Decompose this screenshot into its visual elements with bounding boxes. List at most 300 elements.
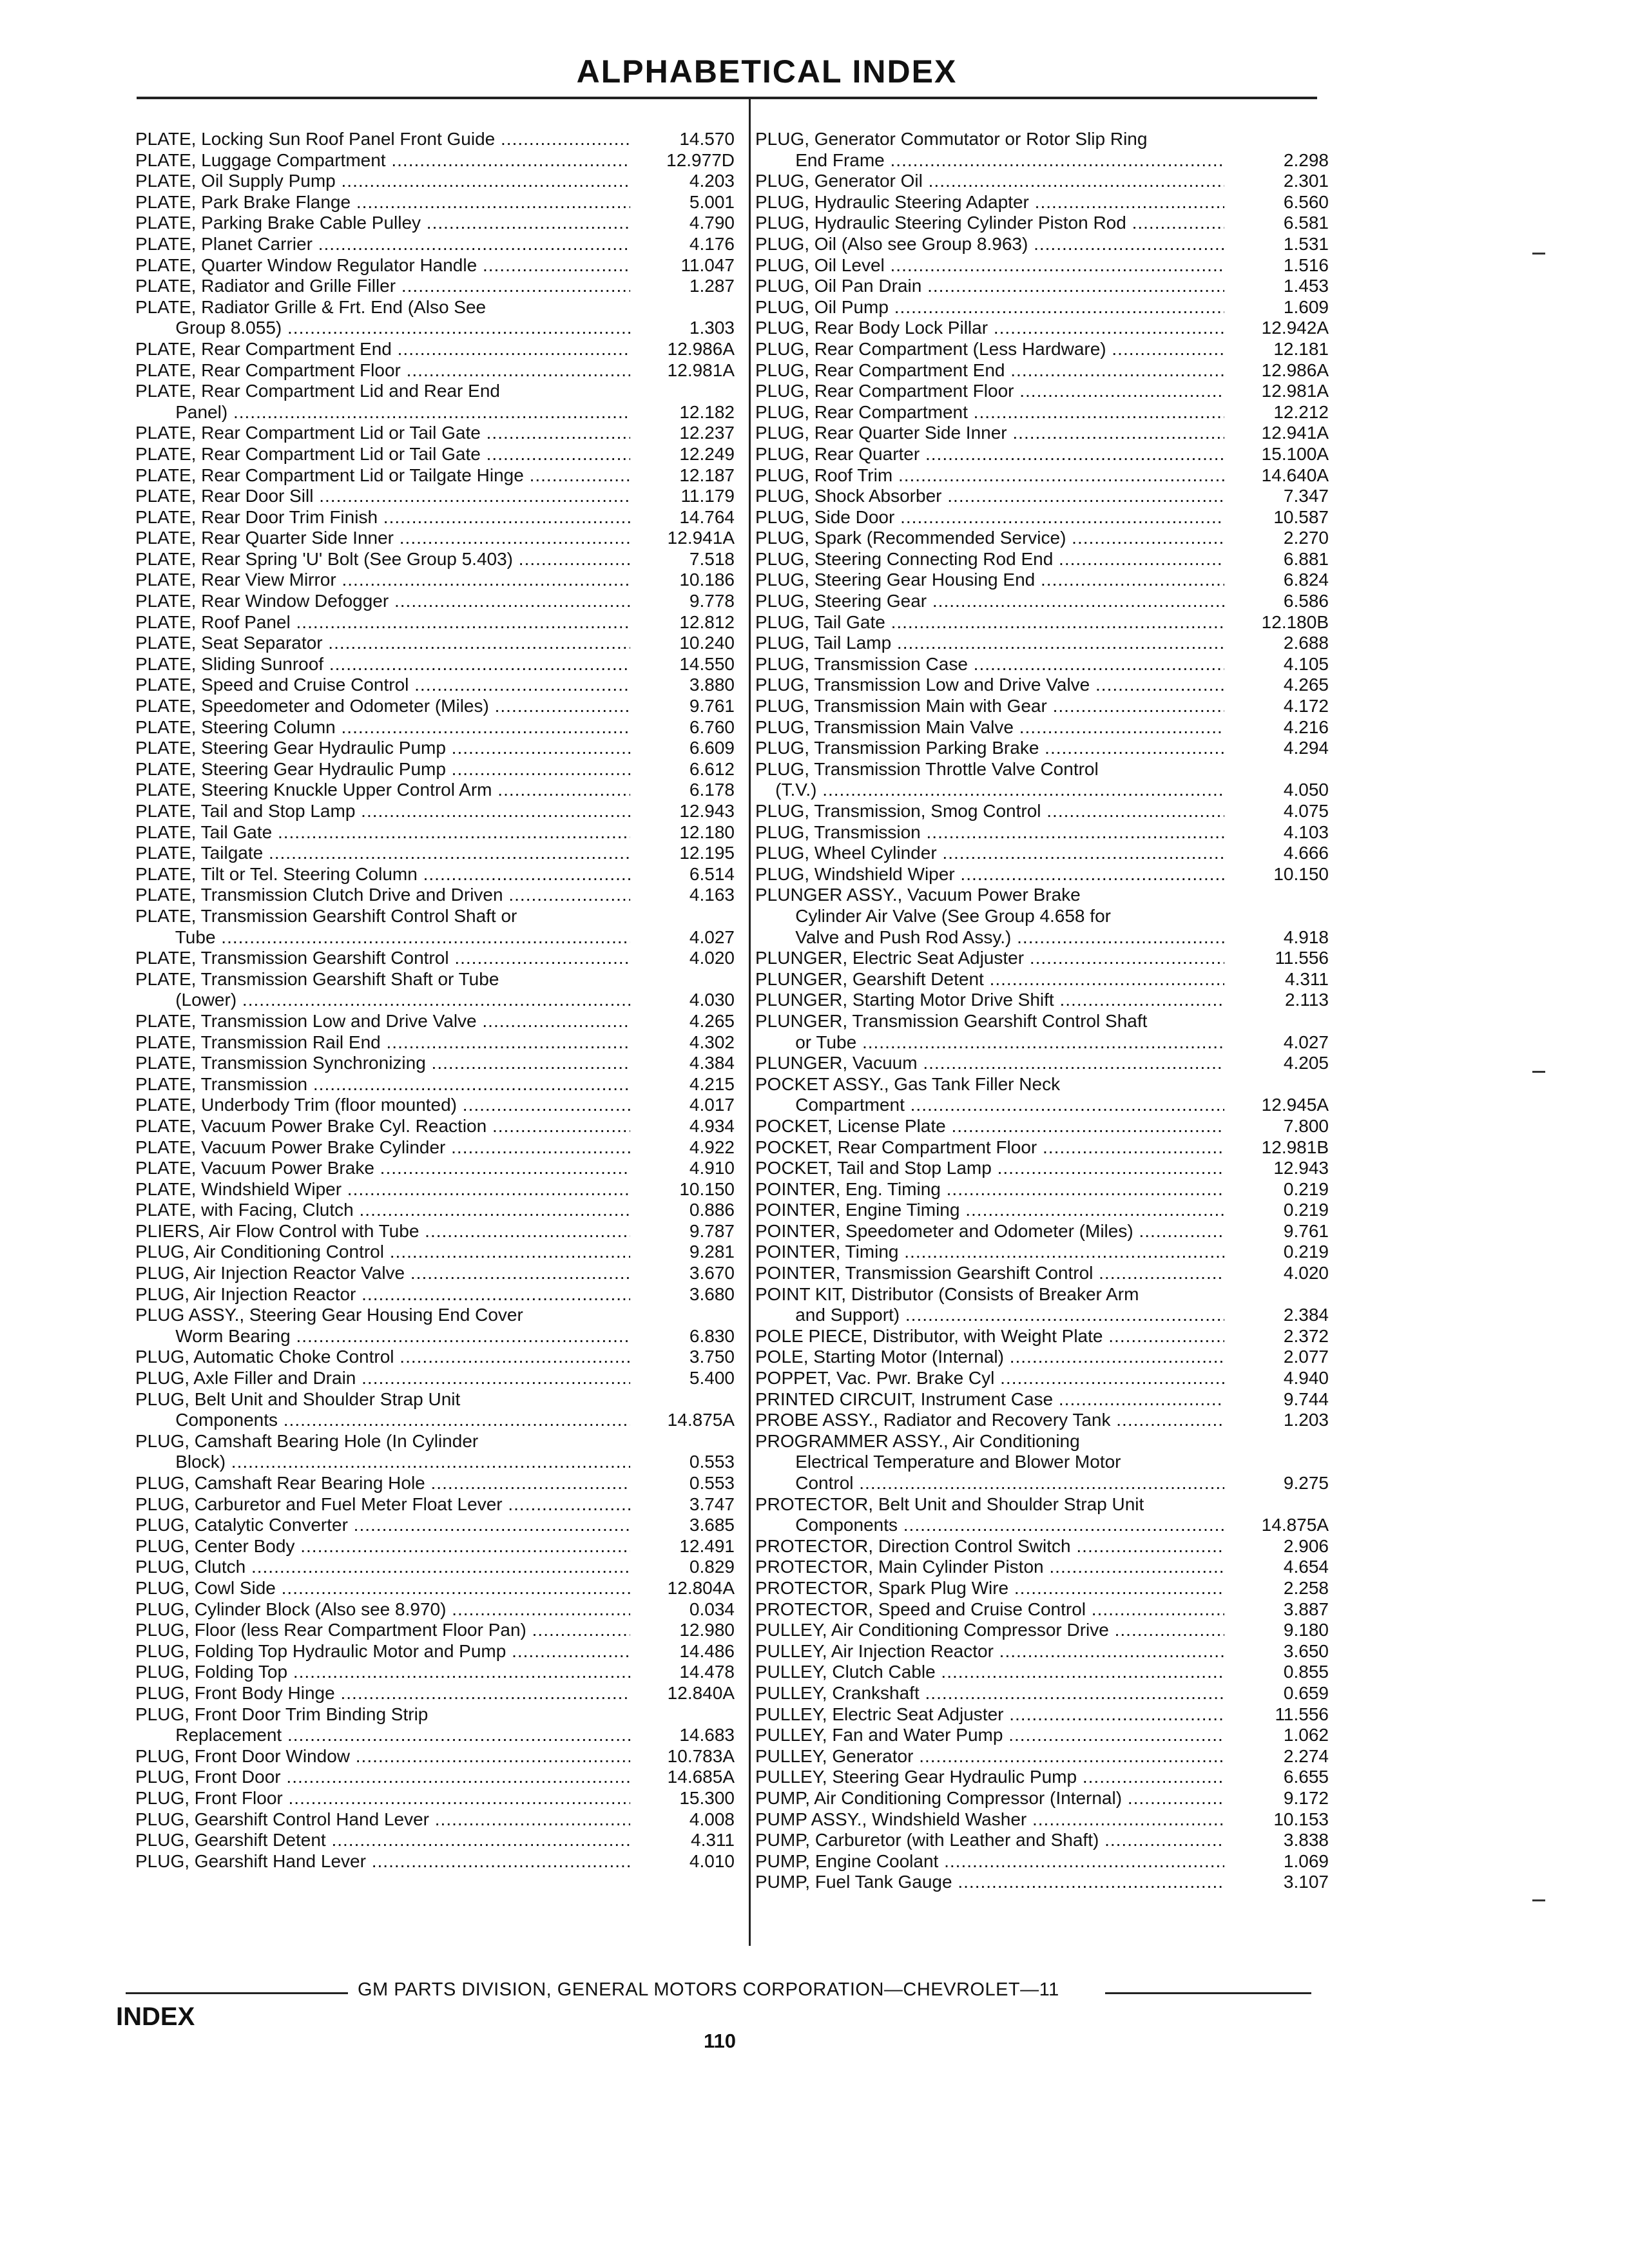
entry-page-reference: 11.047: [680, 255, 735, 275]
entry-label: PLATE, Transmission Gearshift Shaft or Tube: [135, 968, 499, 989]
entry-page-reference: 9.778: [689, 591, 735, 611]
entry-label: PLUG, Front Floor .....: [135, 1788, 630, 1809]
index-entry: [755, 528, 1329, 549]
entry-page-reference: 4.172: [1283, 696, 1329, 716]
entry-page-reference: 1.516: [1283, 255, 1329, 275]
entry-page-reference: 12.812: [679, 611, 735, 632]
entry-label: POINTER, Transmission Gearshift Control .....: [755, 1263, 1224, 1284]
entry-page-reference: 12.491: [679, 1535, 735, 1556]
index-entry: [135, 1620, 735, 1641]
entry-page-reference: 11.556: [1275, 1704, 1329, 1724]
entry-page-reference: 12.180: [679, 822, 735, 842]
entry-page-reference: 9.180: [1283, 1620, 1329, 1640]
index-entry: [135, 1179, 735, 1200]
entry-label: PLUG, Oil Pump .....: [755, 297, 1224, 318]
entry-label: Electrical Temperature and Blower Motor: [755, 1452, 1121, 1472]
entry-label: PULLEY, Generator .....: [755, 1746, 1224, 1767]
index-entry: [135, 1788, 735, 1809]
index-entry: [755, 1620, 1329, 1641]
entry-label: PLATE, Planet Carrier .....: [135, 234, 630, 255]
entry-page-reference: 3.880: [689, 675, 735, 695]
entry-page-reference: 14.764: [679, 506, 735, 527]
entry-page-reference: 0.659: [1283, 1682, 1329, 1703]
index-entry: [755, 360, 1329, 381]
index-entry: [135, 1494, 735, 1515]
entry-page-reference: 9.761: [689, 696, 735, 716]
entry-page-reference: 6.830: [689, 1325, 735, 1346]
index-entry: [135, 1284, 735, 1305]
entry-label: PLUG, Transmission Throttle Valve Control: [755, 758, 1099, 779]
index-entry: [135, 528, 735, 549]
index-entry: [755, 486, 1329, 507]
index-entry: [755, 1410, 1329, 1431]
index-entry: [755, 948, 1329, 969]
entry-label: PLATE, Vacuum Power Brake Cylinder .....: [135, 1137, 630, 1158]
entry-page-reference: 4.940: [1283, 1368, 1329, 1389]
entry-label: PLUG, Cylinder Block (Also see 8.970) .....: [135, 1599, 630, 1620]
entry-label: POCKET, License Plate .....: [755, 1116, 1224, 1137]
page-title: ALPHABETICAL INDEX: [576, 53, 958, 90]
entry-label: PLATE, Transmission .....: [135, 1074, 630, 1095]
entry-page-reference: 15.100A: [1261, 443, 1329, 464]
entry-page-reference: 4.265: [1283, 675, 1329, 695]
entry-label: PLATE, Radiator and Grille Filler .....: [135, 276, 630, 297]
entry-page-reference: 6.560: [1283, 191, 1329, 212]
margin-mark: [1532, 1899, 1545, 1901]
entry-label: PLUG, Hydraulic Steering Cylinder Piston Rod .....: [755, 213, 1224, 234]
entry-page-reference: 9.787: [689, 1220, 735, 1241]
entry-page-reference: 1.609: [1283, 296, 1329, 317]
index-entry: [135, 843, 735, 864]
index-entry: [755, 1515, 1329, 1536]
entry-page-reference: 10.240: [679, 633, 735, 653]
index-entry: [755, 423, 1329, 444]
index-entry: [135, 276, 735, 297]
index-entry: [135, 948, 735, 969]
entry-label: Block) .....: [135, 1452, 630, 1473]
index-entry: [755, 633, 1329, 654]
index-entry: [755, 1116, 1329, 1137]
index-entry: [135, 1095, 735, 1116]
index-entry: [755, 1011, 1329, 1032]
index-entry: [755, 759, 1329, 780]
entry-label: PLATE, Tilt or Tel. Steering Column .....: [135, 864, 630, 885]
index-entry: [755, 1284, 1329, 1305]
entry-label: and Support) .....: [755, 1305, 1224, 1326]
index-entry: [755, 549, 1329, 570]
index-entry: [135, 654, 735, 675]
index-entry: [135, 1830, 735, 1851]
entry-label: PLUG, Air Conditioning Control .....: [135, 1242, 630, 1263]
entry-label: PLUG, Windshield Wiper .....: [755, 864, 1224, 885]
index-entry: [135, 906, 735, 927]
index-entry: [755, 1368, 1329, 1389]
entry-page-reference: 4.163: [689, 885, 735, 905]
entry-page-reference: 4.050: [1283, 780, 1329, 800]
index-entry: [755, 465, 1329, 486]
entry-label: PLUG, Oil (Also see Group 8.963) .....: [755, 234, 1224, 255]
entry-label: PLATE, Steering Knuckle Upper Control Arm .....: [135, 780, 630, 801]
entry-page-reference: 12.180B: [1261, 611, 1329, 632]
index-entry: [755, 927, 1329, 948]
entry-page-reference: 14.875A: [1261, 1515, 1329, 1535]
entry-label: PULLEY, Electric Seat Adjuster .....: [755, 1704, 1224, 1725]
entry-label: PULLEY, Fan and Water Pump .....: [755, 1725, 1224, 1746]
index-entry: [135, 1746, 735, 1767]
entry-page-reference: 1.531: [1283, 233, 1329, 254]
index-entry: [755, 1389, 1329, 1410]
entry-label: PLUG, Generator Commutator or Rotor Slip Ring: [755, 129, 1148, 149]
index-entry: [135, 1515, 735, 1536]
index-column-right: [755, 129, 1329, 1893]
entry-label: PLUG, Clutch .....: [135, 1557, 630, 1578]
index-entry: [135, 717, 735, 738]
entry-label: PLATE, Seat Separator .....: [135, 633, 630, 654]
entry-page-reference: 10.150: [1273, 863, 1329, 884]
index-entry: [755, 969, 1329, 990]
entry-label: PLATE, Tailgate .....: [135, 843, 630, 864]
index-entry: [135, 1158, 735, 1179]
entry-label: PLUNGER, Starting Motor Drive Shift .....: [755, 990, 1224, 1011]
index-entry: [135, 1074, 735, 1095]
entry-label: PLUG, Rear Compartment Floor .....: [755, 381, 1224, 402]
index-entry: [755, 1536, 1329, 1557]
index-entry: [135, 675, 735, 696]
index-entry: [755, 1557, 1329, 1578]
entry-page-reference: 11.179: [680, 486, 735, 506]
entry-page-reference: 14.683: [679, 1725, 735, 1745]
entry-label: PLUG, Oil Pan Drain .....: [755, 276, 1224, 297]
entry-page-reference: 10.150: [679, 1178, 735, 1199]
entry-label: Cylinder Air Valve (See Group 4.658 for: [755, 905, 1111, 926]
entry-page-reference: 7.518: [689, 548, 735, 569]
index-entry: [135, 171, 735, 192]
index-entry: [755, 675, 1329, 696]
entry-label: PLATE, Speed and Cruise Control .....: [135, 675, 630, 696]
entry-page-reference: 0.219: [1283, 1242, 1329, 1262]
footer-rule-right: [1105, 1992, 1311, 1994]
index-entry: [135, 423, 735, 444]
entry-page-reference: 0.034: [689, 1599, 735, 1619]
entry-page-reference: 4.934: [689, 1115, 735, 1136]
entry-page-reference: 0.886: [689, 1200, 735, 1220]
column-divider: [749, 97, 751, 1946]
entry-page-reference: 4.203: [689, 171, 735, 191]
index-entry: [135, 381, 735, 402]
entry-label: PROBE ASSY., Radiator and Recovery Tank .....: [755, 1410, 1224, 1431]
entry-label: Control .....: [755, 1473, 1224, 1494]
entry-label: PLUG, Center Body .....: [135, 1536, 630, 1557]
entry-page-reference: 12.986A: [667, 338, 735, 359]
entry-label: PROTECTOR, Spark Plug Wire .....: [755, 1578, 1224, 1599]
entry-label: PLUG ASSY., Steering Gear Housing End Cover: [135, 1305, 523, 1325]
index-entry: [135, 1221, 735, 1242]
index-entry: [135, 1557, 735, 1578]
entry-label: PLATE, Park Brake Flange .....: [135, 192, 630, 213]
entry-page-reference: 4.790: [689, 213, 735, 233]
entry-label: PLATE, Rear Compartment Lid or Tail Gate .....: [135, 423, 630, 444]
entry-page-reference: 12.986A: [1261, 360, 1329, 380]
entry-page-reference: 2.077: [1283, 1347, 1329, 1367]
entry-label: PLUG, Oil Level .....: [755, 255, 1224, 276]
entry-page-reference: 3.750: [689, 1347, 735, 1367]
entry-page-reference: 12.840A: [667, 1682, 735, 1703]
entry-page-reference: 3.680: [689, 1283, 735, 1304]
entry-page-reference: 4.020: [1283, 1263, 1329, 1283]
index-entry: [755, 885, 1329, 906]
index-entry: [755, 612, 1329, 633]
entry-label: PLATE, with Facing, Clutch .....: [135, 1200, 630, 1221]
entry-page-reference: 2.113: [1285, 990, 1329, 1010]
index-entry: [755, 906, 1329, 927]
index-entry: [755, 1851, 1329, 1872]
entry-label: PLUNGER, Vacuum .....: [755, 1053, 1224, 1074]
entry-label: PLUG, Belt Unit and Shoulder Strap Unit: [135, 1389, 461, 1409]
index-entry: [755, 1137, 1329, 1158]
index-entry: [755, 1347, 1329, 1368]
index-entry: [755, 654, 1329, 675]
index-entry: [755, 1242, 1329, 1263]
entry-page-reference: 12.945A: [1261, 1095, 1329, 1115]
entry-label: PLUG, Generator Oil .....: [755, 171, 1224, 192]
index-entry: [755, 1872, 1329, 1893]
entry-page-reference: 7.347: [1283, 486, 1329, 506]
entry-label: PLATE, Steering Gear Hydraulic Pump .....: [135, 738, 630, 759]
entry-page-reference: 4.384: [689, 1053, 735, 1073]
entry-label: PLATE, Sliding Sunroof .....: [135, 654, 630, 675]
entry-label: PLATE, Transmission Clutch Drive and Driven .....: [135, 885, 630, 906]
index-entry: [755, 339, 1329, 360]
index-entry: [755, 1788, 1329, 1809]
index-entry: [755, 1452, 1329, 1473]
index-entry: [135, 633, 735, 654]
entry-page-reference: 9.744: [1283, 1389, 1329, 1409]
index-entry: [135, 549, 735, 570]
entry-page-reference: 1.453: [1283, 276, 1329, 296]
index-entry: [755, 255, 1329, 276]
entry-label: PULLEY, Air Conditioning Compressor Drive .....: [755, 1620, 1224, 1641]
entry-label: PROTECTOR, Belt Unit and Shoulder Strap Unit: [755, 1494, 1144, 1514]
entry-page-reference: 4.294: [1283, 738, 1329, 758]
entry-label: PLUG, Rear Body Lock Pillar .....: [755, 318, 1224, 339]
index-entry: [135, 780, 735, 801]
entry-label: PLUG, Gearshift Detent .....: [135, 1830, 630, 1851]
entry-page-reference: 4.311: [691, 1830, 735, 1850]
index-entry: [755, 1179, 1329, 1200]
entry-label: PLATE, Windshield Wiper .....: [135, 1179, 630, 1200]
entry-page-reference: 4.027: [1283, 1032, 1329, 1052]
entry-label: PLATE, Rear Compartment Lid or Tail Gate .....: [135, 444, 630, 465]
entry-page-reference: 4.075: [1283, 801, 1329, 821]
index-entry: [755, 402, 1329, 423]
index-entry: [135, 591, 735, 612]
index-entry: [135, 1389, 735, 1410]
entry-label: PLATE, Rear Window Defogger .....: [135, 591, 630, 612]
entry-page-reference: 14.486: [679, 1640, 735, 1661]
index-entry: [755, 1641, 1329, 1662]
entry-page-reference: 0.219: [1283, 1178, 1329, 1199]
entry-page-reference: 1.069: [1283, 1850, 1329, 1871]
entry-label: PLUG, Rear Compartment End .....: [755, 360, 1224, 381]
entry-label: POLE, Starting Motor (Internal) .....: [755, 1347, 1224, 1368]
entry-label: PLATE, Transmission Rail End .....: [135, 1032, 630, 1053]
entry-label: PLUG, Rear Quarter Side Inner .....: [755, 423, 1224, 444]
entry-label: PLATE, Rear View Mirror .....: [135, 570, 630, 591]
entry-label: PLATE, Vacuum Power Brake Cyl. Reaction .....: [135, 1116, 630, 1137]
index-entry: [755, 822, 1329, 843]
page-number: 110: [704, 2030, 737, 2052]
entry-label: POLE PIECE, Distributor, with Weight Plate .....: [755, 1326, 1224, 1347]
entry-label: PLATE, Rear Compartment Lid and Rear End: [135, 381, 500, 401]
index-entry: [135, 1011, 735, 1032]
entry-label: PLUG, Rear Quarter .....: [755, 444, 1224, 465]
entry-page-reference: 4.216: [1283, 716, 1329, 737]
entry-page-reference: 0.219: [1283, 1200, 1329, 1220]
entry-label: PLATE, Quarter Window Regulator Handle .....: [135, 255, 630, 276]
entry-page-reference: 10.153: [1273, 1809, 1329, 1829]
index-entry: [755, 1032, 1329, 1053]
index-entry: [135, 1851, 735, 1872]
index-entry: [755, 1809, 1329, 1831]
index-entry: [755, 276, 1329, 297]
index-entry: [755, 1326, 1329, 1347]
entry-label: (T.V.) .....: [755, 780, 1224, 801]
index-entry: [135, 1242, 735, 1263]
index-entry: [755, 129, 1329, 150]
entry-page-reference: 3.747: [689, 1494, 735, 1514]
entry-label: PLUG, Roof Trim .....: [755, 465, 1224, 486]
entry-label: PLUG, Floor (less Rear Compartment Floor Pan) .....: [135, 1620, 630, 1641]
index-entry: [135, 255, 735, 276]
entry-label: PLATE, Radiator Grille & Frt. End (Also See: [135, 296, 487, 317]
entry-label: PULLEY, Steering Gear Hydraulic Pump .....: [755, 1767, 1224, 1788]
entry-label: PLUG, Rear Compartment .....: [755, 402, 1224, 423]
entry-label: PLATE, Rear Door Sill .....: [135, 486, 630, 507]
entry-label: PLUG, Catalytic Converter .....: [135, 1515, 630, 1536]
index-entry: [755, 192, 1329, 213]
entry-label: PLUG, Carburetor and Fuel Meter Float Lever .....: [135, 1494, 630, 1515]
index-entry: [135, 1431, 735, 1452]
entry-page-reference: 12.941A: [1261, 423, 1329, 443]
index-entry: [135, 234, 735, 255]
entry-label: PLATE, Rear Spring 'U' Bolt (See Group 5.403) .....: [135, 549, 630, 570]
entry-page-reference: 1.303: [689, 318, 735, 338]
entry-label: Tube .....: [135, 927, 630, 948]
entry-page-reference: 9.172: [1283, 1787, 1329, 1808]
index-entry: [135, 360, 735, 381]
entry-label: PLUG, Transmission Parking Brake .....: [755, 738, 1224, 759]
entry-page-reference: 0.553: [689, 1452, 735, 1472]
entry-label: PLUNGER, Gearshift Detent .....: [755, 969, 1224, 990]
entry-page-reference: 4.020: [689, 948, 735, 968]
entry-page-reference: 14.550: [679, 653, 735, 674]
entry-label: PUMP, Air Conditioning Compressor (Internal) .....: [755, 1788, 1224, 1809]
entry-page-reference: 9.281: [689, 1242, 735, 1262]
entry-label: PLUG, Air Injection Reactor .....: [135, 1284, 630, 1305]
index-entry: [135, 1263, 735, 1284]
index-entry: [755, 1830, 1329, 1851]
entry-label: PROTECTOR, Speed and Cruise Control .....: [755, 1599, 1224, 1620]
entry-label: PLUG, Steering Gear .....: [755, 591, 1224, 612]
entry-page-reference: 2.384: [1283, 1305, 1329, 1325]
index-entry: [135, 1053, 735, 1074]
entry-page-reference: 10.587: [1273, 506, 1329, 527]
entry-page-reference: 15.300: [679, 1787, 735, 1808]
index-entry: [135, 1200, 735, 1221]
entry-label: PLUG, Transmission Case .....: [755, 654, 1224, 675]
entry-page-reference: 6.581: [1283, 213, 1329, 233]
index-entry: [135, 969, 735, 990]
entry-label: PROTECTOR, Main Cylinder Piston .....: [755, 1557, 1224, 1578]
entry-page-reference: 3.685: [689, 1515, 735, 1535]
index-entry: [755, 1095, 1329, 1116]
index-entry: [755, 1473, 1329, 1494]
entry-page-reference: 12.981A: [667, 360, 735, 380]
entry-page-reference: 3.650: [1283, 1640, 1329, 1661]
footer-rule-left: [126, 1992, 348, 1994]
entry-label: PUMP, Carburetor (with Leather and Shaft) .....: [755, 1830, 1224, 1851]
entry-label: PULLEY, Crankshaft .....: [755, 1683, 1224, 1704]
entry-label: POINTER, Eng. Timing .....: [755, 1179, 1224, 1200]
entry-page-reference: 0.855: [1283, 1662, 1329, 1682]
index-entry: [135, 1599, 735, 1620]
entry-label: PLUG, Rear Compartment (Less Hardware) .....: [755, 339, 1224, 360]
index-entry: [135, 1578, 735, 1599]
entry-page-reference: 14.685A: [667, 1767, 735, 1787]
entry-label: Compartment .....: [755, 1095, 1224, 1116]
entry-page-reference: 4.105: [1283, 653, 1329, 674]
entry-page-reference: 7.800: [1283, 1115, 1329, 1136]
entry-page-reference: 12.977D: [666, 149, 735, 170]
entry-page-reference: 0.553: [689, 1473, 735, 1493]
entry-label: PLUG, Camshaft Rear Bearing Hole .....: [135, 1473, 630, 1494]
index-entry: [755, 1599, 1329, 1620]
index-entry: [135, 1704, 735, 1725]
entry-label: PLUG, Hydraulic Steering Adapter .....: [755, 192, 1224, 213]
index-entry: [135, 927, 735, 948]
index-entry: [135, 507, 735, 528]
entry-label: PLATE, Luggage Compartment .....: [135, 150, 630, 171]
entry-label: PUMP, Fuel Tank Gauge .....: [755, 1872, 1224, 1893]
entry-label: PLIERS, Air Flow Control with Tube .....: [135, 1221, 630, 1242]
index-entry: [135, 570, 735, 591]
entry-page-reference: 4.215: [689, 1073, 735, 1094]
index-entry: [755, 864, 1329, 885]
entry-page-reference: 2.301: [1283, 171, 1329, 191]
entry-label: Replacement .....: [135, 1725, 630, 1746]
entry-page-reference: 4.922: [689, 1137, 735, 1157]
entry-page-reference: 10.186: [679, 570, 735, 590]
entry-page-reference: 12.804A: [667, 1577, 735, 1598]
entry-label: PLATE, Rear Quarter Side Inner .....: [135, 528, 630, 549]
entry-page-reference: 12.943: [679, 801, 735, 821]
index-entry: [755, 1662, 1329, 1683]
entry-label: PLATE, Rear Compartment Lid or Tailgate Hinge .....: [135, 465, 630, 486]
entry-label: PLATE, Steering Column .....: [135, 717, 630, 738]
entry-label: (Lower) .....: [135, 990, 630, 1011]
entry-label: PLATE, Tail Gate .....: [135, 822, 630, 843]
entry-page-reference: 6.612: [689, 758, 735, 779]
entry-label: PLATE, Underbody Trim (floor mounted) .....: [135, 1095, 630, 1116]
entry-label: PLUG, Cowl Side .....: [135, 1578, 630, 1599]
index-entry: [135, 1725, 735, 1746]
index-entry: [135, 1641, 735, 1662]
entry-page-reference: 2.298: [1283, 149, 1329, 170]
entry-label: PLUG, Side Door .....: [755, 507, 1224, 528]
entry-page-reference: 4.910: [689, 1158, 735, 1178]
index-entry: [135, 1326, 735, 1347]
index-entry: [135, 150, 735, 171]
